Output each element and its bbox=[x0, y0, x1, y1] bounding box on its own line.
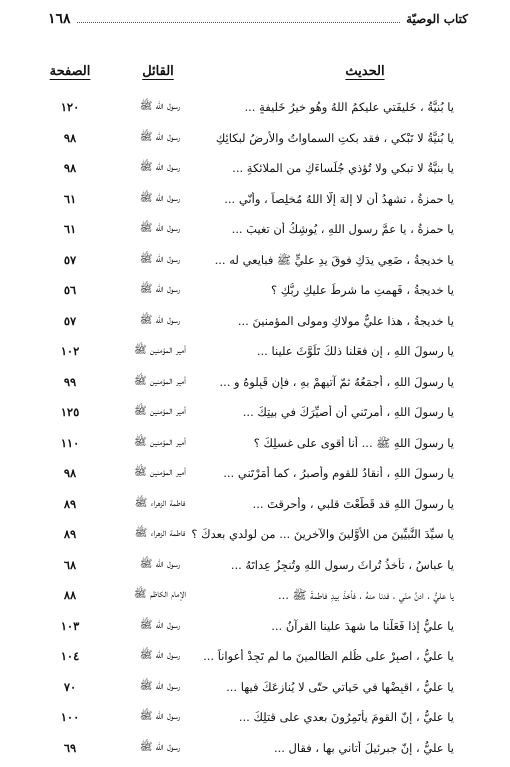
hadith-text: يا بنيَّةُ لا تبكي ولا تُؤذي جُلَساءَكِ من الملائكةِ ... bbox=[232, 161, 454, 175]
hadith-text: يا عباسُ ، تأخذُ تُراثَ رسولِ اللهِ وتُنجِزُ عِداتَهُ ... bbox=[231, 558, 454, 572]
speaker-name: أمير المؤمنين ﷺ bbox=[110, 375, 210, 390]
page-ref: ٩٨ bbox=[40, 161, 100, 175]
page-ref: ١١٠ bbox=[40, 436, 100, 450]
hadith-text: يا عليُّ ، إنّ جبرئيلَ أتاني بها ، فقال ... bbox=[274, 741, 454, 755]
page-ref: ١٠٤ bbox=[40, 649, 100, 663]
hadith-text: يا بُنيَّةُ ، خَليفَتي عليكمُ اللهُ وهُو خيرُ خَليفةٍ ... bbox=[244, 100, 454, 114]
page-ref: ١٠٣ bbox=[40, 619, 100, 633]
speaker-name: رسول الله ﷺ bbox=[110, 222, 210, 237]
index-row bbox=[0, 127, 510, 158]
hadith-text: يا بُنيَّةُ لا تَبْكي ، فقد بكتِ السماواتُ والأرضُ لبكائِكِ bbox=[216, 131, 454, 145]
running-header bbox=[48, 10, 468, 28]
page-ref: ٥٧ bbox=[40, 253, 100, 267]
index-row bbox=[0, 615, 510, 646]
index-row bbox=[0, 737, 510, 767]
leader-dots bbox=[77, 14, 401, 23]
speaker-name: رسول الله ﷺ bbox=[110, 283, 210, 298]
index-row bbox=[0, 401, 510, 432]
page-ref: ٦٩ bbox=[40, 741, 100, 755]
page-ref: ٨٩ bbox=[40, 497, 100, 511]
speaker-name: فاطمة الزهراء ﷺ bbox=[110, 527, 210, 542]
hadith-text: يا خديجةُ ، فَهِمتِ ما شرطَ عليكِ ربُّكِ ؟ bbox=[271, 283, 454, 297]
page-ref: ٧٠ bbox=[40, 680, 100, 694]
hadith-text: يا رسولَ اللهِ ، أجمَعُهُ ثمّ آتيهمْ بهِ ، فإن قَبِلوهُ و ... bbox=[219, 375, 454, 389]
page-ref: ٥٧ bbox=[40, 314, 100, 328]
speaker-name: رسول الله ﷺ bbox=[110, 649, 210, 664]
speaker-name: رسول الله ﷺ bbox=[110, 100, 210, 115]
index-row bbox=[0, 310, 510, 341]
hadith-text: يا خديجةُ ، ضَعِي يدَكِ فوقَ يدِ عليٍّ ﷺ فبايعي له ... bbox=[215, 253, 454, 270]
speaker-name: فاطمة الزهراء ﷺ bbox=[110, 497, 210, 512]
page-ref: ١٠٠ bbox=[40, 710, 100, 724]
hadith-text: يا عليُّ ، اقبِضْها في حَياتي حتّى لا يُنازِعَكَ فيها ... bbox=[226, 680, 454, 694]
page-ref: ٩٩ bbox=[40, 375, 100, 389]
page-ref: ٦٨ bbox=[40, 558, 100, 572]
index-table bbox=[0, 96, 510, 767]
index-row bbox=[0, 584, 510, 615]
index-row bbox=[0, 279, 510, 310]
page-ref: ٨٨ bbox=[40, 588, 100, 602]
index-row bbox=[0, 371, 510, 402]
index-row bbox=[0, 218, 510, 249]
book-title: كتاب الوصيّة bbox=[406, 12, 468, 26]
speaker-name: أمير المؤمنين ﷺ bbox=[110, 436, 210, 451]
speaker-name: أمير المؤمنين ﷺ bbox=[110, 466, 210, 481]
index-row bbox=[0, 523, 510, 554]
speaker-name: رسول الله ﷺ bbox=[110, 710, 210, 725]
column-header-speaker: القائل bbox=[118, 64, 198, 79]
speaker-name: رسول الله ﷺ bbox=[110, 314, 210, 329]
hadith-text: يا رسولَ اللهِ قد قَطَّعْتَ قلبي ، وأحرقتَ ... bbox=[253, 497, 454, 511]
index-row bbox=[0, 493, 510, 524]
index-row bbox=[0, 157, 510, 188]
hadith-text: يا خديجةُ ، هذا عليٌّ مولاكِ ومولى المؤمنينَ ... bbox=[238, 314, 454, 328]
hadith-text: يا رسولَ اللهِ ، أنقادُ للقومِ وأصبرُ ، كما أمَرْتَني ... bbox=[223, 466, 454, 480]
page-ref: ٩٨ bbox=[40, 466, 100, 480]
page-ref: ١٠٢ bbox=[40, 344, 100, 358]
hadith-text: يا رسولَ اللهِ ﷺ ... أنا أقوى على غسلِكَ ؟ bbox=[254, 436, 454, 453]
index-row bbox=[0, 249, 510, 280]
index-row bbox=[0, 432, 510, 463]
page-ref: ٩٨ bbox=[40, 131, 100, 145]
hadith-text: يا عليُّ إذا فَعَلْنا ما شهِدَ علينا القرآنُ ... bbox=[271, 619, 454, 633]
speaker-name: رسول الله ﷺ bbox=[110, 253, 210, 268]
hadith-text: يا سيِّدَ النَّبيِّينَ من الأوَّلينَ والآخرينَ ... من لولدي بعدكَ ؟ bbox=[191, 527, 454, 541]
index-row bbox=[0, 554, 510, 585]
page-number: ١٦٨ bbox=[48, 11, 71, 27]
hadith-text: يا عليُّ ، إنّ القومَ يأتَمِرُونَ بعدي على قتلِكَ ... bbox=[239, 710, 454, 724]
index-row bbox=[0, 706, 510, 737]
column-header-page: الصفحة bbox=[40, 64, 100, 79]
hadith-text: يا عليُّ ، ادنُ منّي ، فدنا منهُ ، فأخذَ بيدِ فاطمةَ ﷺ ... bbox=[278, 588, 454, 605]
speaker-name: رسول الله ﷺ bbox=[110, 741, 210, 756]
speaker-name: رسول الله ﷺ bbox=[110, 619, 210, 634]
index-row bbox=[0, 96, 510, 127]
page-ref: ٥٦ bbox=[40, 283, 100, 297]
page-ref: ٦١ bbox=[40, 192, 100, 206]
speaker-name: رسول الله ﷺ bbox=[110, 192, 210, 207]
hadith-text: يا حمزةُ ، يا عمَّ رسولِ اللهِ ، يُوشِكُ أن تغيبَ ... bbox=[232, 222, 454, 236]
speaker-name: رسول الله ﷺ bbox=[110, 131, 210, 146]
index-row bbox=[0, 340, 510, 371]
page-ref: ٦١ bbox=[40, 222, 100, 236]
index-row bbox=[0, 188, 510, 219]
page-ref: ١٢٥ bbox=[40, 405, 100, 419]
hadith-text: يا عليُّ ، اصبِرْ على ظُلمِ الظالمينَ ما لم تَجِدْ أعواناً ... bbox=[203, 649, 454, 663]
speaker-name: رسول الله ﷺ bbox=[110, 558, 210, 573]
page-ref: ١٢٠ bbox=[40, 100, 100, 114]
index-row bbox=[0, 462, 510, 493]
index-row bbox=[0, 645, 510, 676]
speaker-name: أمير المؤمنين ﷺ bbox=[110, 405, 210, 420]
speaker-name: الإمام الكاظم ﷺ bbox=[110, 588, 210, 603]
column-header-hadith: الحديث bbox=[315, 64, 415, 79]
speaker-name: رسول الله ﷺ bbox=[110, 680, 210, 695]
hadith-text: يا رسولَ اللهِ ، أمرتَني أن أُصيِّرَكَ في بيتِكَ ... bbox=[243, 405, 454, 419]
page-ref: ٨٩ bbox=[40, 527, 100, 541]
hadith-text: يا حمزةُ ، تشهدُ أن لا إلهَ إلّا اللهُ مُخلِصاً ، وأنّي ... bbox=[224, 192, 454, 206]
speaker-name: أمير المؤمنين ﷺ bbox=[110, 344, 210, 359]
speaker-name: رسول الله ﷺ bbox=[110, 161, 210, 176]
hadith-text: يا رسولَ اللهِ ، إن فعَلنا ذلكَ تَلَوَّثَ علينا ... bbox=[257, 344, 454, 358]
index-row bbox=[0, 676, 510, 707]
